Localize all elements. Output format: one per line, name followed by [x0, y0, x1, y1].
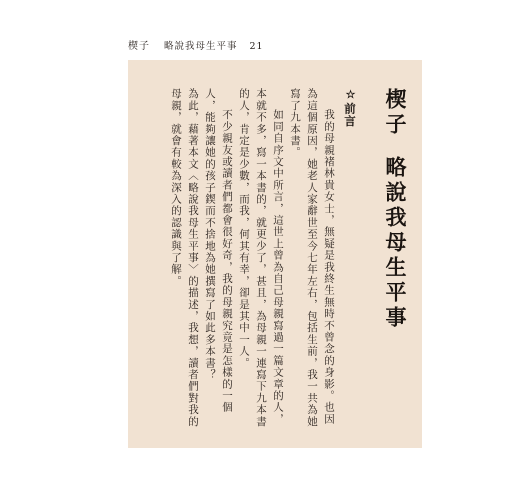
running-header-chapter-label: 楔子: [128, 41, 150, 52]
section-heading-text: 前言: [343, 102, 357, 128]
paragraph-3: 不少親友或讀者們都會很好奇，我的母親究竟是怎樣的一個人，能夠讓她的孩子鍥而不捨地為她撰寫了如此多本書？: [204, 88, 233, 414]
chapter-label: 楔子: [383, 88, 408, 138]
vertical-text-body: [167, 88, 408, 428]
page-panel: [128, 60, 422, 448]
paragraph-2: 如同自序文中所言，這世上曾為自己母親寫過一篇文章的人，本就不多，寫一本書的，就更少了，甚且，為母親一連寫下九本書的人，肯定是少數，而我，何其有幸，卻是其中一人。: [238, 88, 284, 428]
paragraph-4: 為此，藉著本文〈略說我母生平事〉的描述，我想，讀者們對我的母親，就會有較為深入的認識與了解。: [170, 88, 199, 428]
chapter-title: [383, 88, 408, 428]
running-header: [128, 37, 264, 52]
star-icon: ☆: [344, 88, 357, 103]
paragraph-1: 我的母親褚林貴女士，無疑是我終生無時不曾念的身影。也因為這個原因，她老人家辭世至今七年左右，包括生前，我一共為她寫了九本書。: [289, 88, 335, 428]
section-heading: [341, 88, 359, 428]
page-number: 21: [249, 41, 264, 52]
running-header-chapter-title: 略說我母生平事: [164, 41, 238, 52]
chapter-title-text: 略說我母生平事: [383, 156, 408, 331]
